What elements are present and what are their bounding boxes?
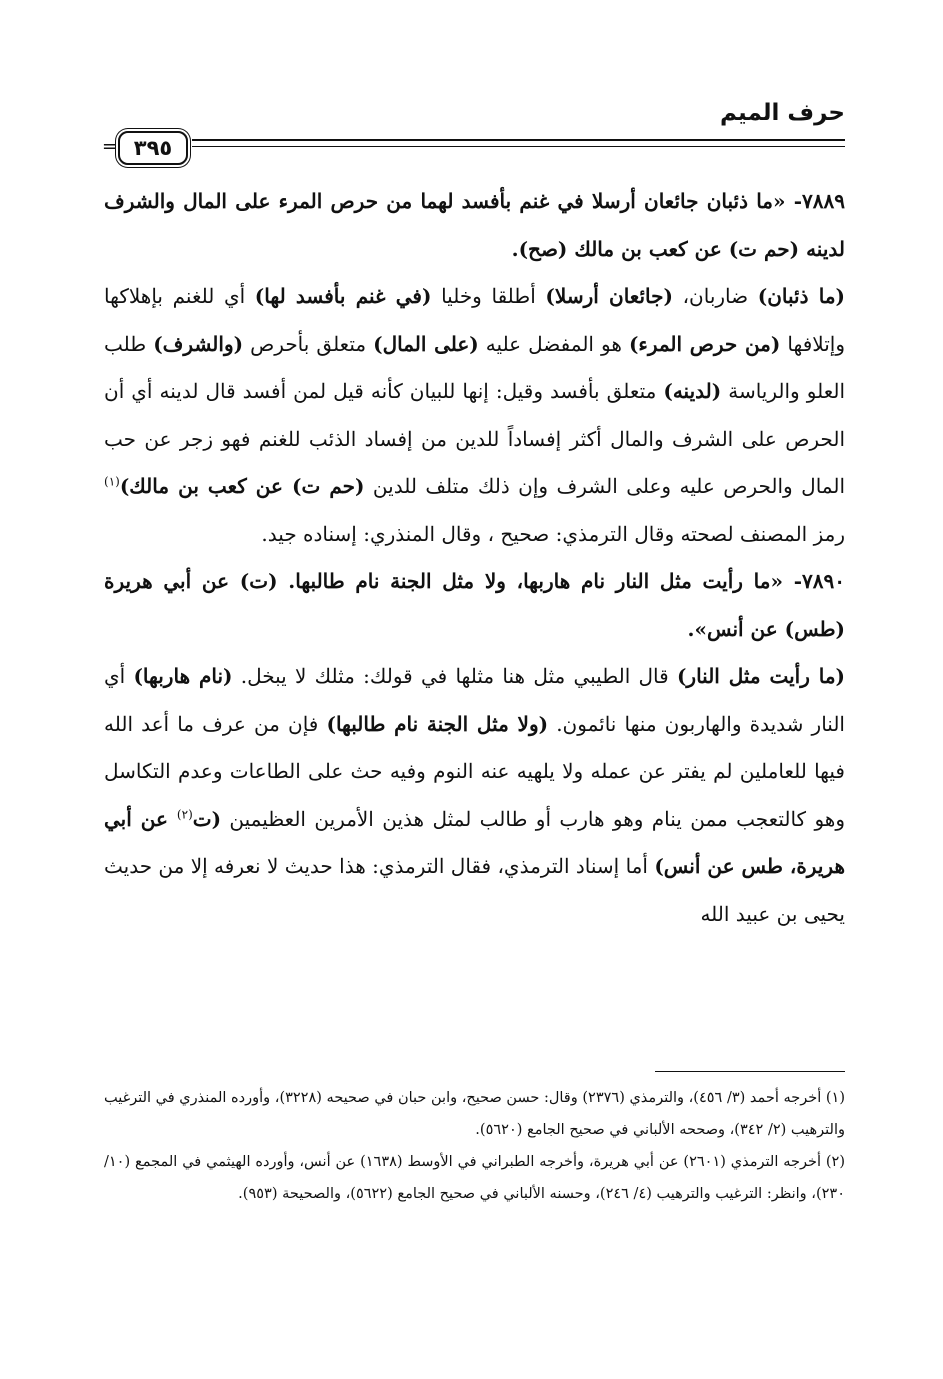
footnote-1: (١) أخرجه أحمد (٣/ ٤٥٦)، والترمذي (٢٣٧٦) وقال: حسن صحيح، وابن حبان في صحيحه (٣٢٢٨)، وأورده المنذري في الترغيب والترهيب (٢/ ٣٤٢)، وصححه الألباني في صحيح الجامع (٥٦٢٠).: [104, 1090, 846, 1138]
commentary-7890: (ما رأيت مثل النار) قال الطيبي مثل هنا مثلها في قولك: مثلك لا يبخل. (نام هاربها) أي النار شديدة والهاربون منها نائمون. (ولا مثل الجنة نام طالبها) فإن من عرف ما أعد الله فيها للعاملين لم يفتر عن عمله ولا يلهيه عنه النوم وفيه حث على الطاعات وعدم التكاسل وهو كالتعجب ممن ينام وهو هارب أو طالب لمثل هذين الأمرين العظيمين (ت$^{(٢)}$ عن أبي هريرة، طس عن أنس) أما إسناد الترمذي، فقال الترمذي: هذا حديث لا نعرفه إلا من حديث يحيى بن عبيد الله: [104, 664, 846, 926]
footnote-ref-1[interactable]: (١): [104, 474, 120, 489]
chapter-title: حرف الميم: [720, 100, 845, 126]
hadith-number: ٧٨٨٩-: [785, 189, 846, 213]
hadith-text: «ما رأيت مثل النار نام هاربها، ولا مثل الجنة نام طالبها. (ت) عن أبي هريرة (طس) عن أنس».: [104, 569, 845, 641]
header-rule-top: [192, 139, 845, 141]
header-rule-bottom: [192, 146, 845, 147]
page-number: ٣٩٥: [133, 136, 173, 160]
hadith-7890: [104, 558, 845, 653]
footnote-2: (٢) أخرجه الترمذي (٢٦٠١) عن أبي هريرة، وأخرجه الطبراني في الأوسط (١٦٣٨) عن أنس، وأورده الهيثمي في المجمع (١٠/ ٢٣٠)، وانظر: الترغيب والترهيب (٤/ ٢٤٦)، وحسنه الألباني في صحيح الجامع (٥٦٢٢)، والصحيحة (٩٥٣).: [104, 1154, 845, 1202]
body-text: [104, 178, 845, 938]
hadith-text: «ما ذئبان جائعان أرسلا في غنم بأفسد لهما من حرص المرء على المال والشرف لدينه (حم ت) عن كعب بن مالك (صح).: [104, 189, 845, 261]
commentary-7889: (ما ذئبان) ضاربان، (جائعان أرسلا) أطلقا وخليا (في غنم بأفسد لها) أي للغنم بإهلاكها وإتلافها (من حرص المرء) هو المفضل عليه (على المال) متعلق بأحرص (والشرف) طلب العلو والرياسة (لدينه) متعلق بأفسد وقيل: إنها للبيان كأنه قيل لمن أفسد قال لدينه أي أن الحرص على الشرف والمال أكثر إفساداً للدين من إفساد الذئب للغنم فهو زجر عن حب المال والحرص عليه وعلى الشرف وإن ذلك متلف للدين (حم ت) عن كعب بن مالك)$^{(١)}$ رمز المصنف لصحته وقال الترمذي: صحيح ، وقال المنذري: إسناده جيد.: [104, 284, 846, 546]
footnote-ref-2[interactable]: (٢): [176, 806, 193, 821]
page-number-box: [118, 131, 188, 165]
hadith-number: ٧٨٩٠-: [783, 569, 845, 593]
footnotes: [104, 1082, 845, 1210]
hadith-7889: [104, 178, 845, 273]
footnote-rule: [655, 1071, 845, 1072]
page-number-dash: =: [102, 136, 118, 157]
